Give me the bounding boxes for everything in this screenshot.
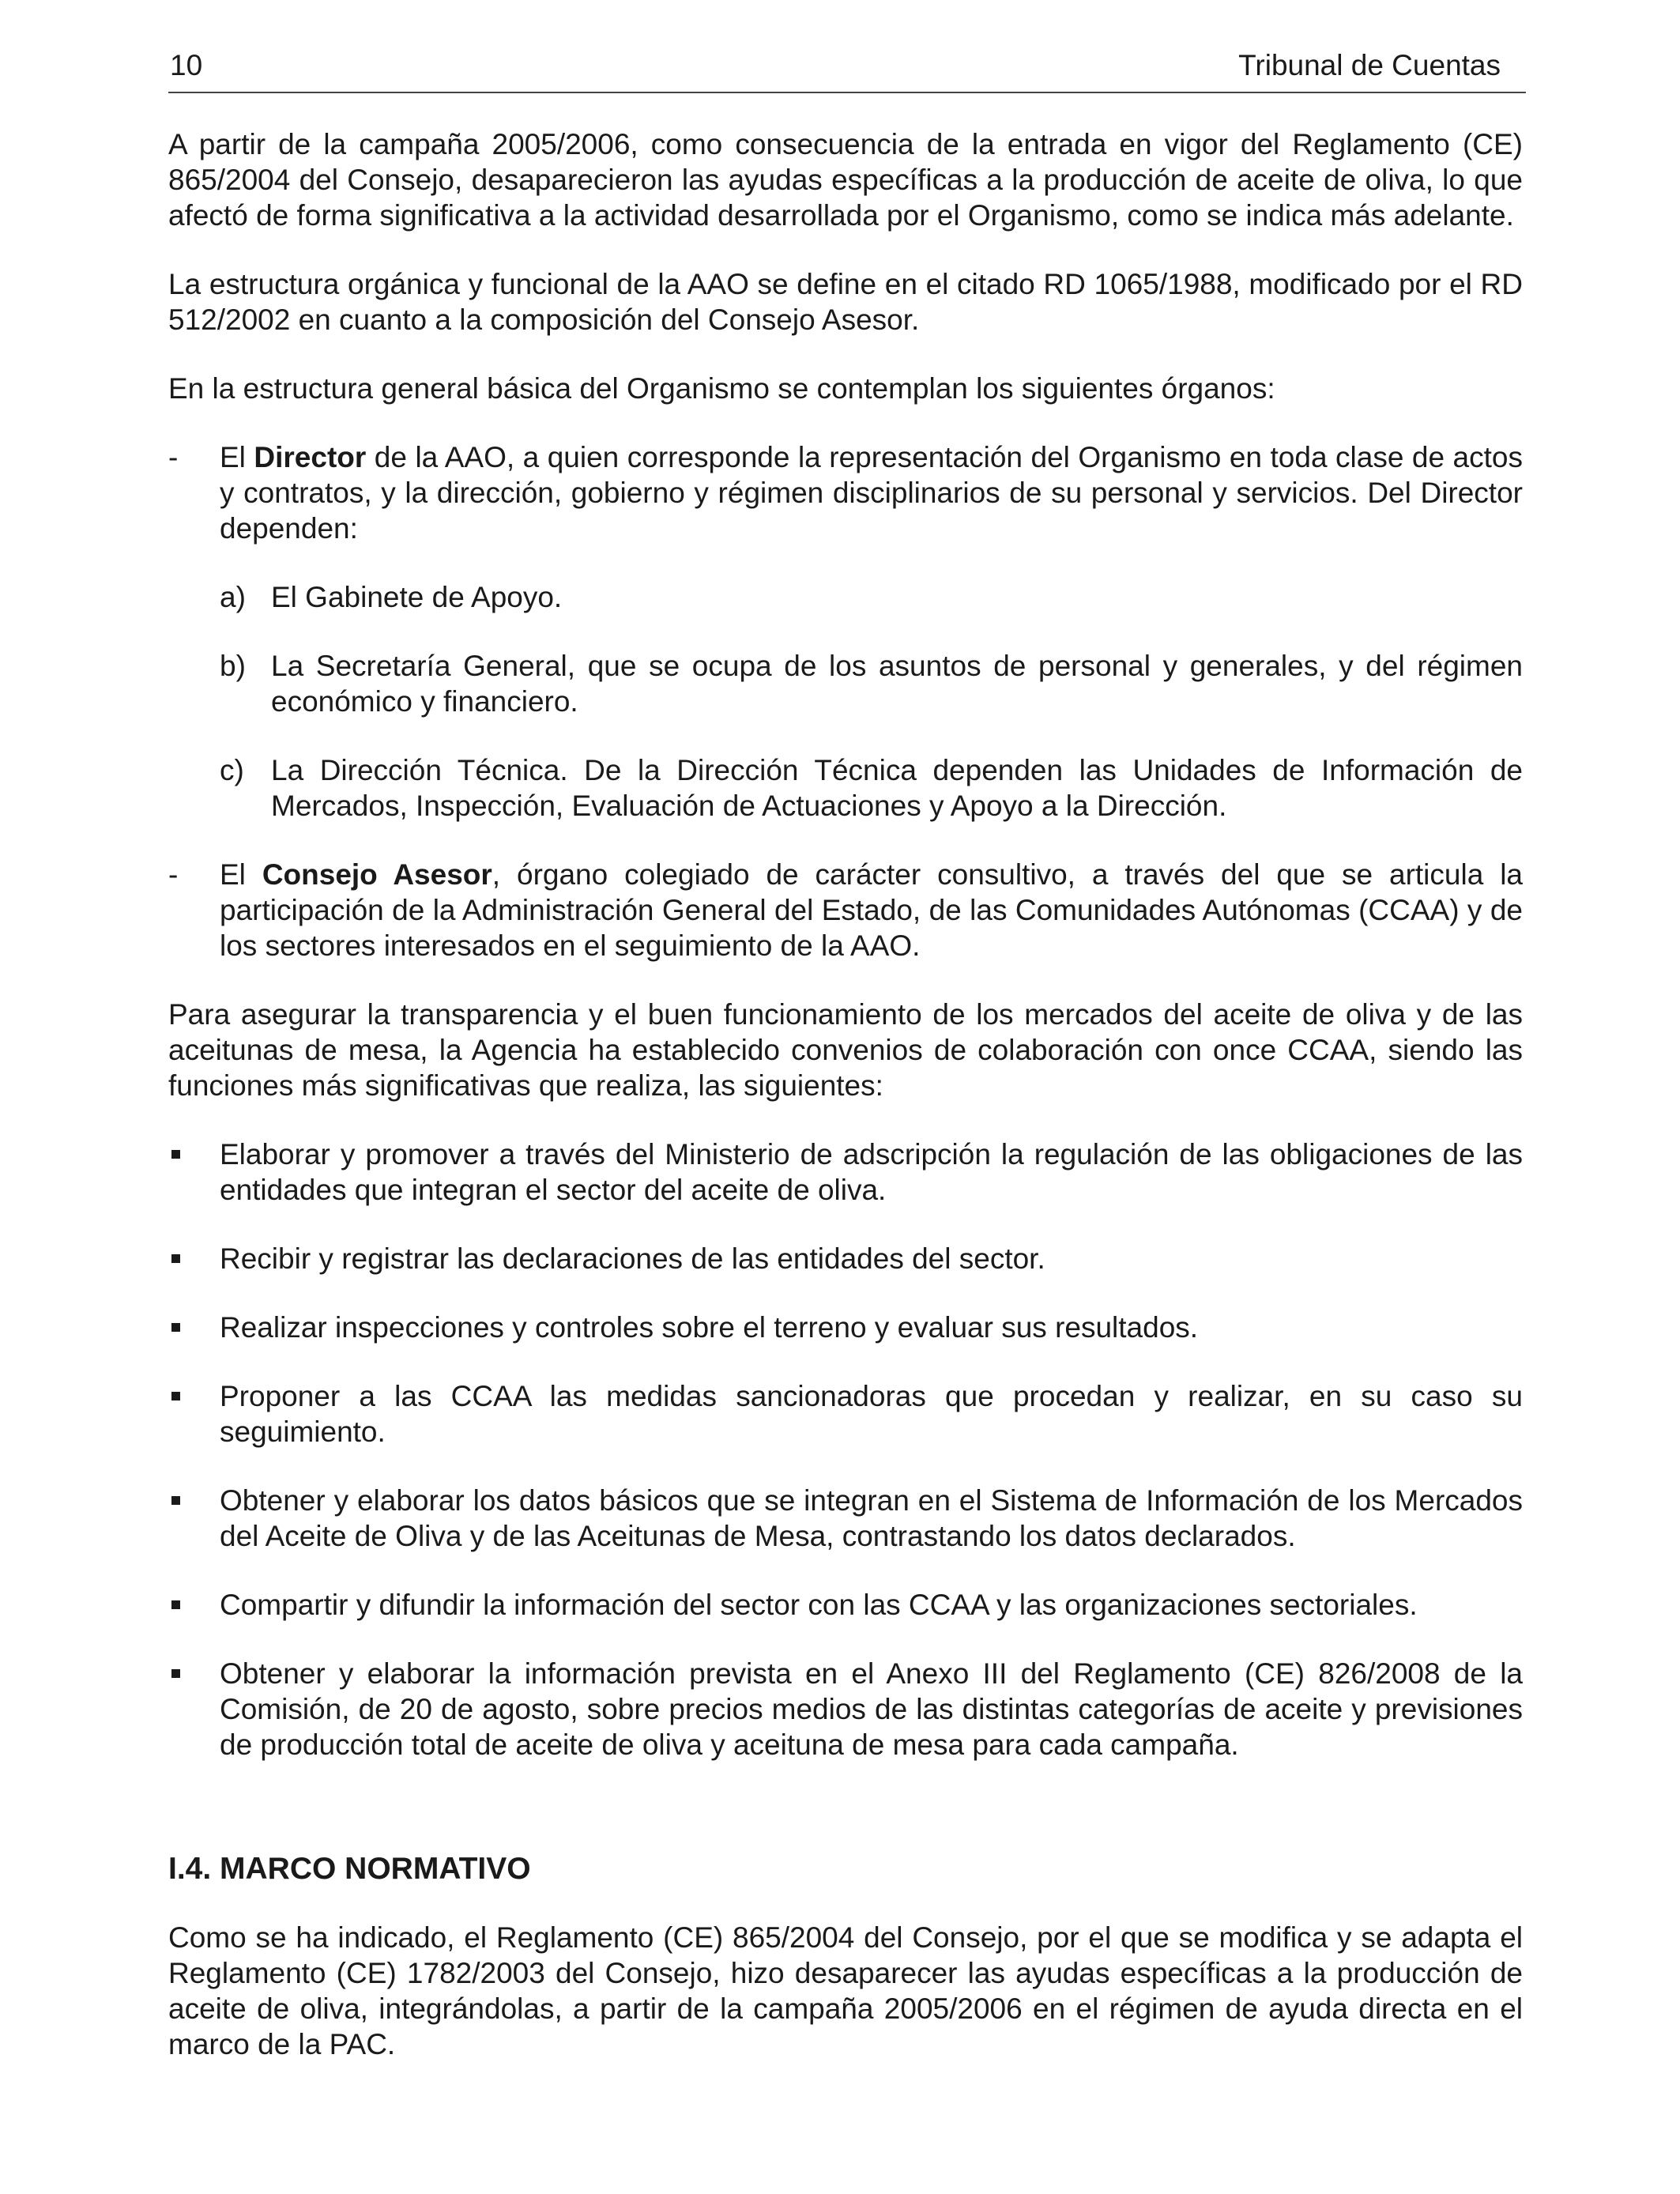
letter-marker: c) xyxy=(220,754,244,786)
square-bullet-icon xyxy=(171,1150,180,1159)
organ-item-consejo xyxy=(168,857,1523,963)
letter-marker: b) xyxy=(220,650,246,682)
function-text: Elaborar y promover a través del Ministerio de adscripción la regulación de las obligaciones de las entidades que integran el sector del aceite de oliva. xyxy=(220,1138,1523,1206)
paragraph-campaign: A partir de la campaña 2005/2006, como consecuencia de la entrada en vigor del Reglamento (CE) 865/2004 del Consejo, desaparecieron las ayudas específicas a la producción de aceite de oliva, lo que afectó de forma significativa a la actividad desarrollada por el Organismo, como se indica más adelante. xyxy=(168,128,1523,232)
function-bullet-item xyxy=(168,1656,1523,1762)
square-bullet-icon xyxy=(171,1392,180,1400)
director-unit-item xyxy=(168,648,1523,719)
organ-item-director xyxy=(168,439,1523,546)
function-bullet-item xyxy=(168,1587,1523,1623)
running-title: Tribunal de Cuentas xyxy=(1238,49,1501,81)
dash-marker: - xyxy=(168,441,179,473)
page-body xyxy=(168,126,1523,2095)
organ-description: de la AAO, a quien corresponde la representación del Organismo en toda clase de actos y contratos, y la dirección, gobierno y régimen disciplinarios de su personal y servicios. Del Director dependen: xyxy=(220,441,1523,545)
section-heading: I.4. MARCO NORMATIVO xyxy=(168,1852,531,1886)
function-text: Proponer a las CCAA las medidas sancionadoras que procedan y realizar, en su caso su seguimiento. xyxy=(220,1380,1523,1448)
director-unit-item xyxy=(168,579,1523,615)
paragraph-functions-intro: Para asegurar la transparencia y el buen funcionamiento de los mercados del aceite de oliva y de las aceitunas de mesa, la Agencia ha establecido convenios de colaboración con once CCAA, siendo las funciones más significativas que realiza, las siguientes: xyxy=(168,998,1523,1102)
function-bullet-item xyxy=(168,1241,1523,1276)
page-header xyxy=(168,46,1526,93)
function-bullet-item xyxy=(168,1378,1523,1449)
organ-prefix: El xyxy=(220,441,254,473)
square-bullet-icon xyxy=(171,1496,180,1505)
director-unit-text: La Dirección Técnica. De la Dirección Técnica dependen las Unidades de Información de Mercados, Inspección, Evaluación de Actuaciones y Apoyo a la Dirección. xyxy=(271,754,1523,822)
paragraph-organs-intro: En la estructura general básica del Organismo se contemplan los siguientes órganos: xyxy=(168,372,1275,405)
function-bullet-item xyxy=(168,1137,1523,1208)
page-number: 10 xyxy=(170,49,203,81)
letter-marker: a) xyxy=(220,581,246,613)
square-bullet-icon xyxy=(171,1600,180,1609)
organ-prefix: El xyxy=(220,858,262,891)
function-bullet-item xyxy=(168,1483,1523,1554)
director-unit-text: El Gabinete de Apoyo. xyxy=(271,581,563,613)
director-unit-item xyxy=(168,752,1523,824)
function-text: Obtener y elaborar los datos básicos que se integran en el Sistema de Información de los Mercados del Aceite de Oliva y de las Aceitunas de Mesa, contrastando los datos declarados. xyxy=(220,1484,1523,1552)
square-bullet-icon xyxy=(171,1254,180,1263)
organ-description: , órgano colegiado de carácter consultivo, a través del que se articula la participación de la Administración General del Estado, de las Comunidades Autónomas (CCAA) y de los sectores interesados en el seguimiento de la AAO. xyxy=(220,858,1523,962)
paragraph-normative: Como se ha indicado, el Reglamento (CE) 865/2004 del Consejo, por el que se modifica y se adapta el Reglamento (CE) 1782/2003 del Consejo, hizo desaparecer las ayudas específicas a la producción de aceite de oliva, integrándolas, a partir de la campaña 2005/2006 en el régimen de ayuda directa en el marco de la PAC. xyxy=(168,1921,1523,2060)
function-bullet-item xyxy=(168,1310,1523,1345)
square-bullet-icon xyxy=(171,1323,180,1332)
function-text: Recibir y registrar las declaraciones de las entidades del sector. xyxy=(220,1242,1045,1275)
dash-marker: - xyxy=(168,858,179,891)
director-unit-text: La Secretaría General, que se ocupa de los asuntos de personal y generales, y del régimen económico y financiero. xyxy=(271,650,1523,718)
square-bullet-icon xyxy=(171,1669,180,1678)
function-text: Realizar inspecciones y controles sobre el terreno y evaluar sus resultados. xyxy=(220,1311,1199,1344)
paragraph-structure: La estructura orgánica y funcional de la AAO se define en el citado RD 1065/1988, modificado por el RD 512/2002 en cuanto a la composición del Consejo Asesor. xyxy=(168,268,1523,336)
organ-name: Director xyxy=(254,441,367,473)
function-text: Obtener y elaborar la información prevista en el Anexo III del Reglamento (CE) 826/2008 de la Comisión, de 20 de agosto, sobre precios medios de las distintas categorías de aceite y previsiones de producción total de aceite de oliva y aceituna de mesa para cada campaña. xyxy=(220,1657,1523,1761)
function-text: Compartir y difundir la información del sector con las CCAA y las organizaciones sectoriales. xyxy=(220,1589,1418,1621)
organ-name: Consejo Asesor xyxy=(262,858,492,891)
